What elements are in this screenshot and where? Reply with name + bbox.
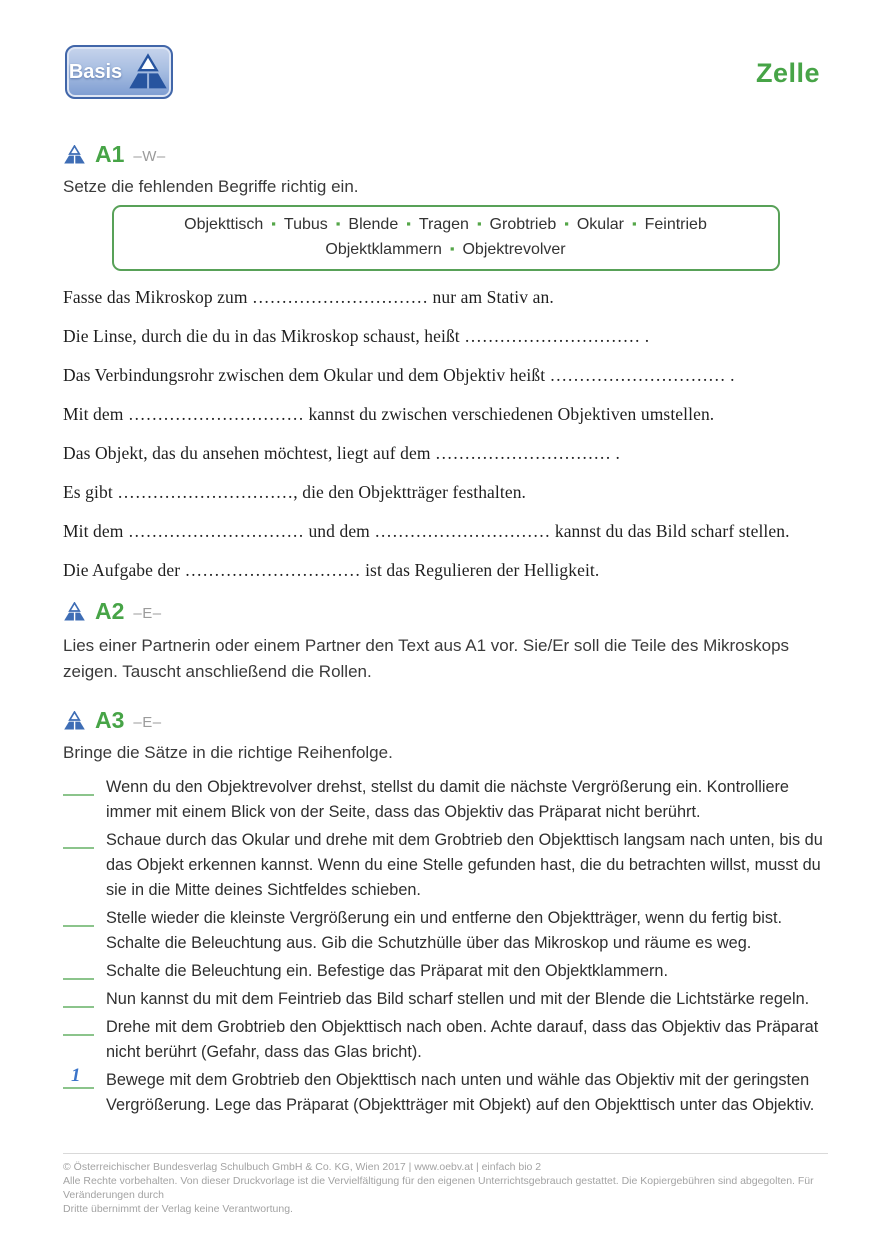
basis-logo-label: Basis xyxy=(68,60,123,83)
word-bank-term: Objektklammern xyxy=(325,241,442,258)
word-bank-line-2 xyxy=(124,237,768,262)
word-bank-term: ▪ Blende xyxy=(328,216,398,233)
order-blank xyxy=(63,775,96,825)
task-code: A3 xyxy=(95,707,125,733)
word-bank-line-1 xyxy=(124,212,768,237)
list-item xyxy=(63,987,828,1012)
fill-in-sentence: Die Linse, durch die du in das Mikroskop schaust, heißt ………………………… . xyxy=(63,326,650,346)
list-item-text: Schalte die Beleuchtung ein. Befestige das Präparat mit den Objektklammern. xyxy=(106,962,669,980)
list-item xyxy=(63,775,828,825)
copyright-footer xyxy=(63,1153,828,1216)
fill-in-sentence: Fasse das Mikroskop zum ………………………… nur am Stativ an. xyxy=(63,287,554,307)
order-blank xyxy=(63,828,96,903)
list-item-text: Bewege mit dem Grobtrieb den Objekttisch nach unten und wähle das Objektiv mit der geringsten Vergrößerung. Lege das Präparat (Objektträger mit Objekt) auf den Objekttisch unter das Objektiv. xyxy=(106,1071,815,1114)
basis-logo xyxy=(65,45,173,99)
order-blank xyxy=(63,959,96,984)
word-bank-term: ▪ Feintrieb xyxy=(624,216,707,233)
footer-line-2: Alle Rechte vorbehalten. Von dieser Druckvorlage ist die Vervielfältigung für den eigenen Unterrichtsgebrauch gestattet. Die Kopiergebühren sind abgegolten. Für Veränderungen durch xyxy=(63,1175,814,1201)
task-a1-instruction: Setze die fehlenden Begriffe richtig ein. xyxy=(63,177,359,196)
fill-in-sentence: Mit dem ………………………… kannst du zwischen verschiedenen Objektiven umstellen. xyxy=(63,404,715,424)
fill-in-sentences xyxy=(63,286,828,582)
pyramid-icon xyxy=(127,53,169,91)
fill-in-sentence: Es gibt …………………………, die den Objektträger festhalten. xyxy=(63,482,527,502)
footer-line-1: © Österreichischer Bundesverlag Schulbuch GmbH & Co. KG, Wien 2017 | www.oebv.at | einfach bio 2 xyxy=(63,1161,542,1173)
word-bank-term: ▪ Okular xyxy=(556,216,624,233)
task-level-badge: –W– xyxy=(133,147,166,165)
task-level-badge: –E– xyxy=(133,604,162,622)
page-title: Zelle xyxy=(755,58,820,88)
order-blank xyxy=(63,1015,96,1065)
order-answer-line xyxy=(63,978,94,980)
list-item xyxy=(63,1065,828,1118)
list-item-text: Drehe mit dem Grobtrieb den Objekttisch nach oben. Achte darauf, dass das Objektiv das Präparat nicht berührt (Gefahr, dass das Glas bricht). xyxy=(106,1018,819,1061)
order-answer-line xyxy=(63,1087,94,1089)
fill-in-sentence: Das Objekt, das du ansehen möchtest, liegt auf dem ………………………… . xyxy=(63,443,620,463)
word-bank-term: ▪ Objektrevolver xyxy=(442,241,566,258)
order-answer-line xyxy=(63,794,94,796)
list-item-text: Schaue durch das Okular und drehe mit dem Grobtrieb den Objekttisch langsam nach unten, bis du das Objekt erkennen kannst. Wenn du eine Stelle gefunden hast, die du betrachten willst, musst du sie in die Mitte deines Sichtfeldes schieben. xyxy=(106,831,823,899)
order-blank xyxy=(63,1065,96,1118)
pyramid-icon xyxy=(63,602,86,621)
task-level-badge: –E– xyxy=(133,713,162,731)
word-bank-term: ▪ Tragen xyxy=(398,216,469,233)
worksheet-content xyxy=(0,141,890,1118)
order-blank xyxy=(63,906,96,956)
order-blank xyxy=(63,987,96,1012)
footer-line-3: Dritte übernimmt der Verlag keine Verantwortung. xyxy=(63,1203,293,1215)
task-code: A2 xyxy=(95,598,125,624)
handwritten-order-number: 1 xyxy=(71,1065,81,1086)
word-bank-term: ▪ Grobtrieb xyxy=(469,216,556,233)
ordering-list xyxy=(63,775,828,1118)
list-item xyxy=(63,1015,828,1065)
word-bank-box xyxy=(112,205,780,271)
list-item-text: Stelle wieder die kleinste Vergrößerung ein und entferne den Objektträger, wenn du fertig bist. Schalte die Beleuchtung aus. Gib die Schutzhülle über das Mikroskop und räume es weg. xyxy=(106,909,783,952)
order-answer-line xyxy=(63,1034,94,1036)
task-a2-instruction: Lies einer Partnerin oder einem Partner den Text aus A1 vor. Sie/Er soll die Teile des Mikroskops zeigen. Tauscht anschließend die Rollen. xyxy=(63,636,790,681)
task-a3-header xyxy=(63,707,828,734)
word-bank-term: Objekttisch xyxy=(184,216,264,233)
page-header xyxy=(0,0,890,99)
task-code: A1 xyxy=(95,141,125,167)
task-a1-header xyxy=(63,141,828,168)
order-answer-line xyxy=(63,925,94,927)
list-item-text: Nun kannst du mit dem Feintrieb das Bild scharf stellen und mit der Blende die Lichtstärke regeln. xyxy=(106,990,810,1008)
order-answer-line xyxy=(63,1006,94,1008)
task-a3-instruction: Bringe die Sätze in die richtige Reihenfolge. xyxy=(63,743,393,762)
pyramid-icon xyxy=(63,711,86,730)
list-item xyxy=(63,906,828,956)
fill-in-sentence: Die Aufgabe der ………………………… ist das Regulieren der Helligkeit. xyxy=(63,560,600,580)
task-a2-header xyxy=(63,598,828,625)
order-answer-line xyxy=(63,847,94,849)
fill-in-sentence: Das Verbindungsrohr zwischen dem Okular und dem Objektiv heißt ………………………… . xyxy=(63,365,735,385)
list-item xyxy=(63,828,828,903)
pyramid-icon xyxy=(63,145,86,164)
list-item-text: Wenn du den Objektrevolver drehst, stellst du damit die nächste Vergrößerung ein. Kontrolliere immer mit einem Blick von der Seite, dass das Objektiv das Präparat nicht berührt. xyxy=(106,778,789,821)
list-item xyxy=(63,959,828,984)
fill-in-sentence: Mit dem ………………………… und dem ………………………… kannst du das Bild scharf stellen. xyxy=(63,521,790,541)
word-bank-term: ▪ Tubus xyxy=(263,216,327,233)
